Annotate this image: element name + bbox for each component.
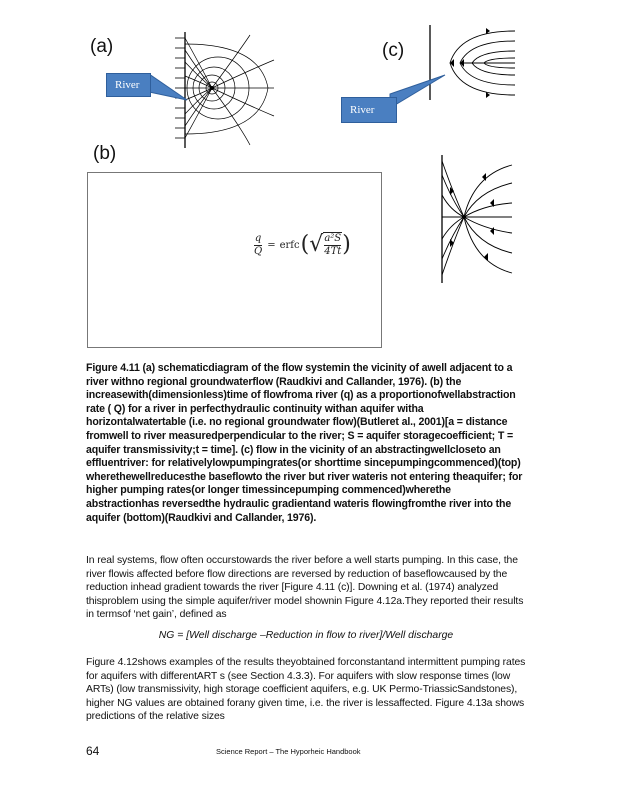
panel-label-b: (b) (93, 143, 117, 164)
formula-rad-den: 4Tt (324, 246, 342, 257)
page-number: 64 (86, 744, 100, 758)
flow-diagram-c-bottom (434, 155, 514, 283)
panel-label-a: (a) (90, 36, 114, 57)
body-paragraph-1: In real systems, flow often occurstowards the river before a well starts pumping. In this case, the river flowis affected before flow directions are reversed by reduction of baseflowcaused by the reduction inhead gradient towards the river [Figure 4.11 (c)]. Downing et al. (1974) analyzed thisproblem using the simple aquifer/river model shownin Figure 4.12a.They reported their results in termsof ‘net gain’, defined as (86, 555, 524, 621)
river-callout-c: River (341, 97, 397, 123)
formula-function: erfc (279, 239, 300, 251)
running-title: Science Report – The Hyporheic Handbook (216, 747, 361, 756)
formula-paren-close: ) (342, 232, 351, 258)
body-paragraph-2: Figure 4.12shows examples of the results theyobtained forconstantand intermittent pumping rates for aquifers with differentART s (see Section 4.3.3). For aquifers with slow response times (low ARTs) (low transmissivity, high storage coefficient aquifers, e.g. UK Permo-TriassicSandstones), higher NG values are obtained forany given time, i.e. the river is lessaffected. Figure 4.13a shows predictions of the relative sizes (86, 657, 526, 723)
figure-caption: Figure 4.11 (a) schematicdiagram of the flow systemin the vicinity of awell adjacent to a river withno regional groundwaterflow (Raudkivi and Callander, 1976). (b) the increasewith(dimensionless)time of flowfroma river (q) as a proportionofwellabstraction rate ( Q) for a river in perfecthydraulic continuity withan aquifer witha horizontalwatertable (i.e. no regional groundwater flow)(Butleret al., 2001)[a = distance fromwell to river measuredperpendicular to the river; S = aquifer storagecoefficient; T = aquifer transmissivity;t = time]. (c) flow in the vicinity of an abstractingwellcloseto an effluentriver: for relativelylowpumpingrates(or shorttime sincepumpingcommenced)(top) wherethewellreducesthe baseflowto the river but river wateris not entering theaquifer; for higher pumping rates(or longer timessincepumping commenced)wherethe abstractionhas reversedthe hydraulic gradientand wateris flowingfromthe river into the aquifer (bottom)(Raudkivi and Callander, 1976). (86, 362, 523, 524)
formula-rad-num: a²S (324, 233, 342, 244)
formula-lhs-den: Q (254, 245, 263, 257)
net-gain-equation: NG = [Well discharge –Reduction in flow to river]/Well discharge (158, 630, 454, 641)
formula-paren-open: ( (300, 232, 310, 258)
panel-label-c: (c) (382, 40, 405, 61)
river-callout-a: River (106, 73, 151, 97)
panel-b-formula (252, 232, 351, 258)
panel-b-frame (87, 172, 382, 348)
formula-equals: = (267, 239, 276, 251)
formula-lhs-num: q (254, 232, 262, 244)
formula-radical: √ (309, 232, 324, 258)
